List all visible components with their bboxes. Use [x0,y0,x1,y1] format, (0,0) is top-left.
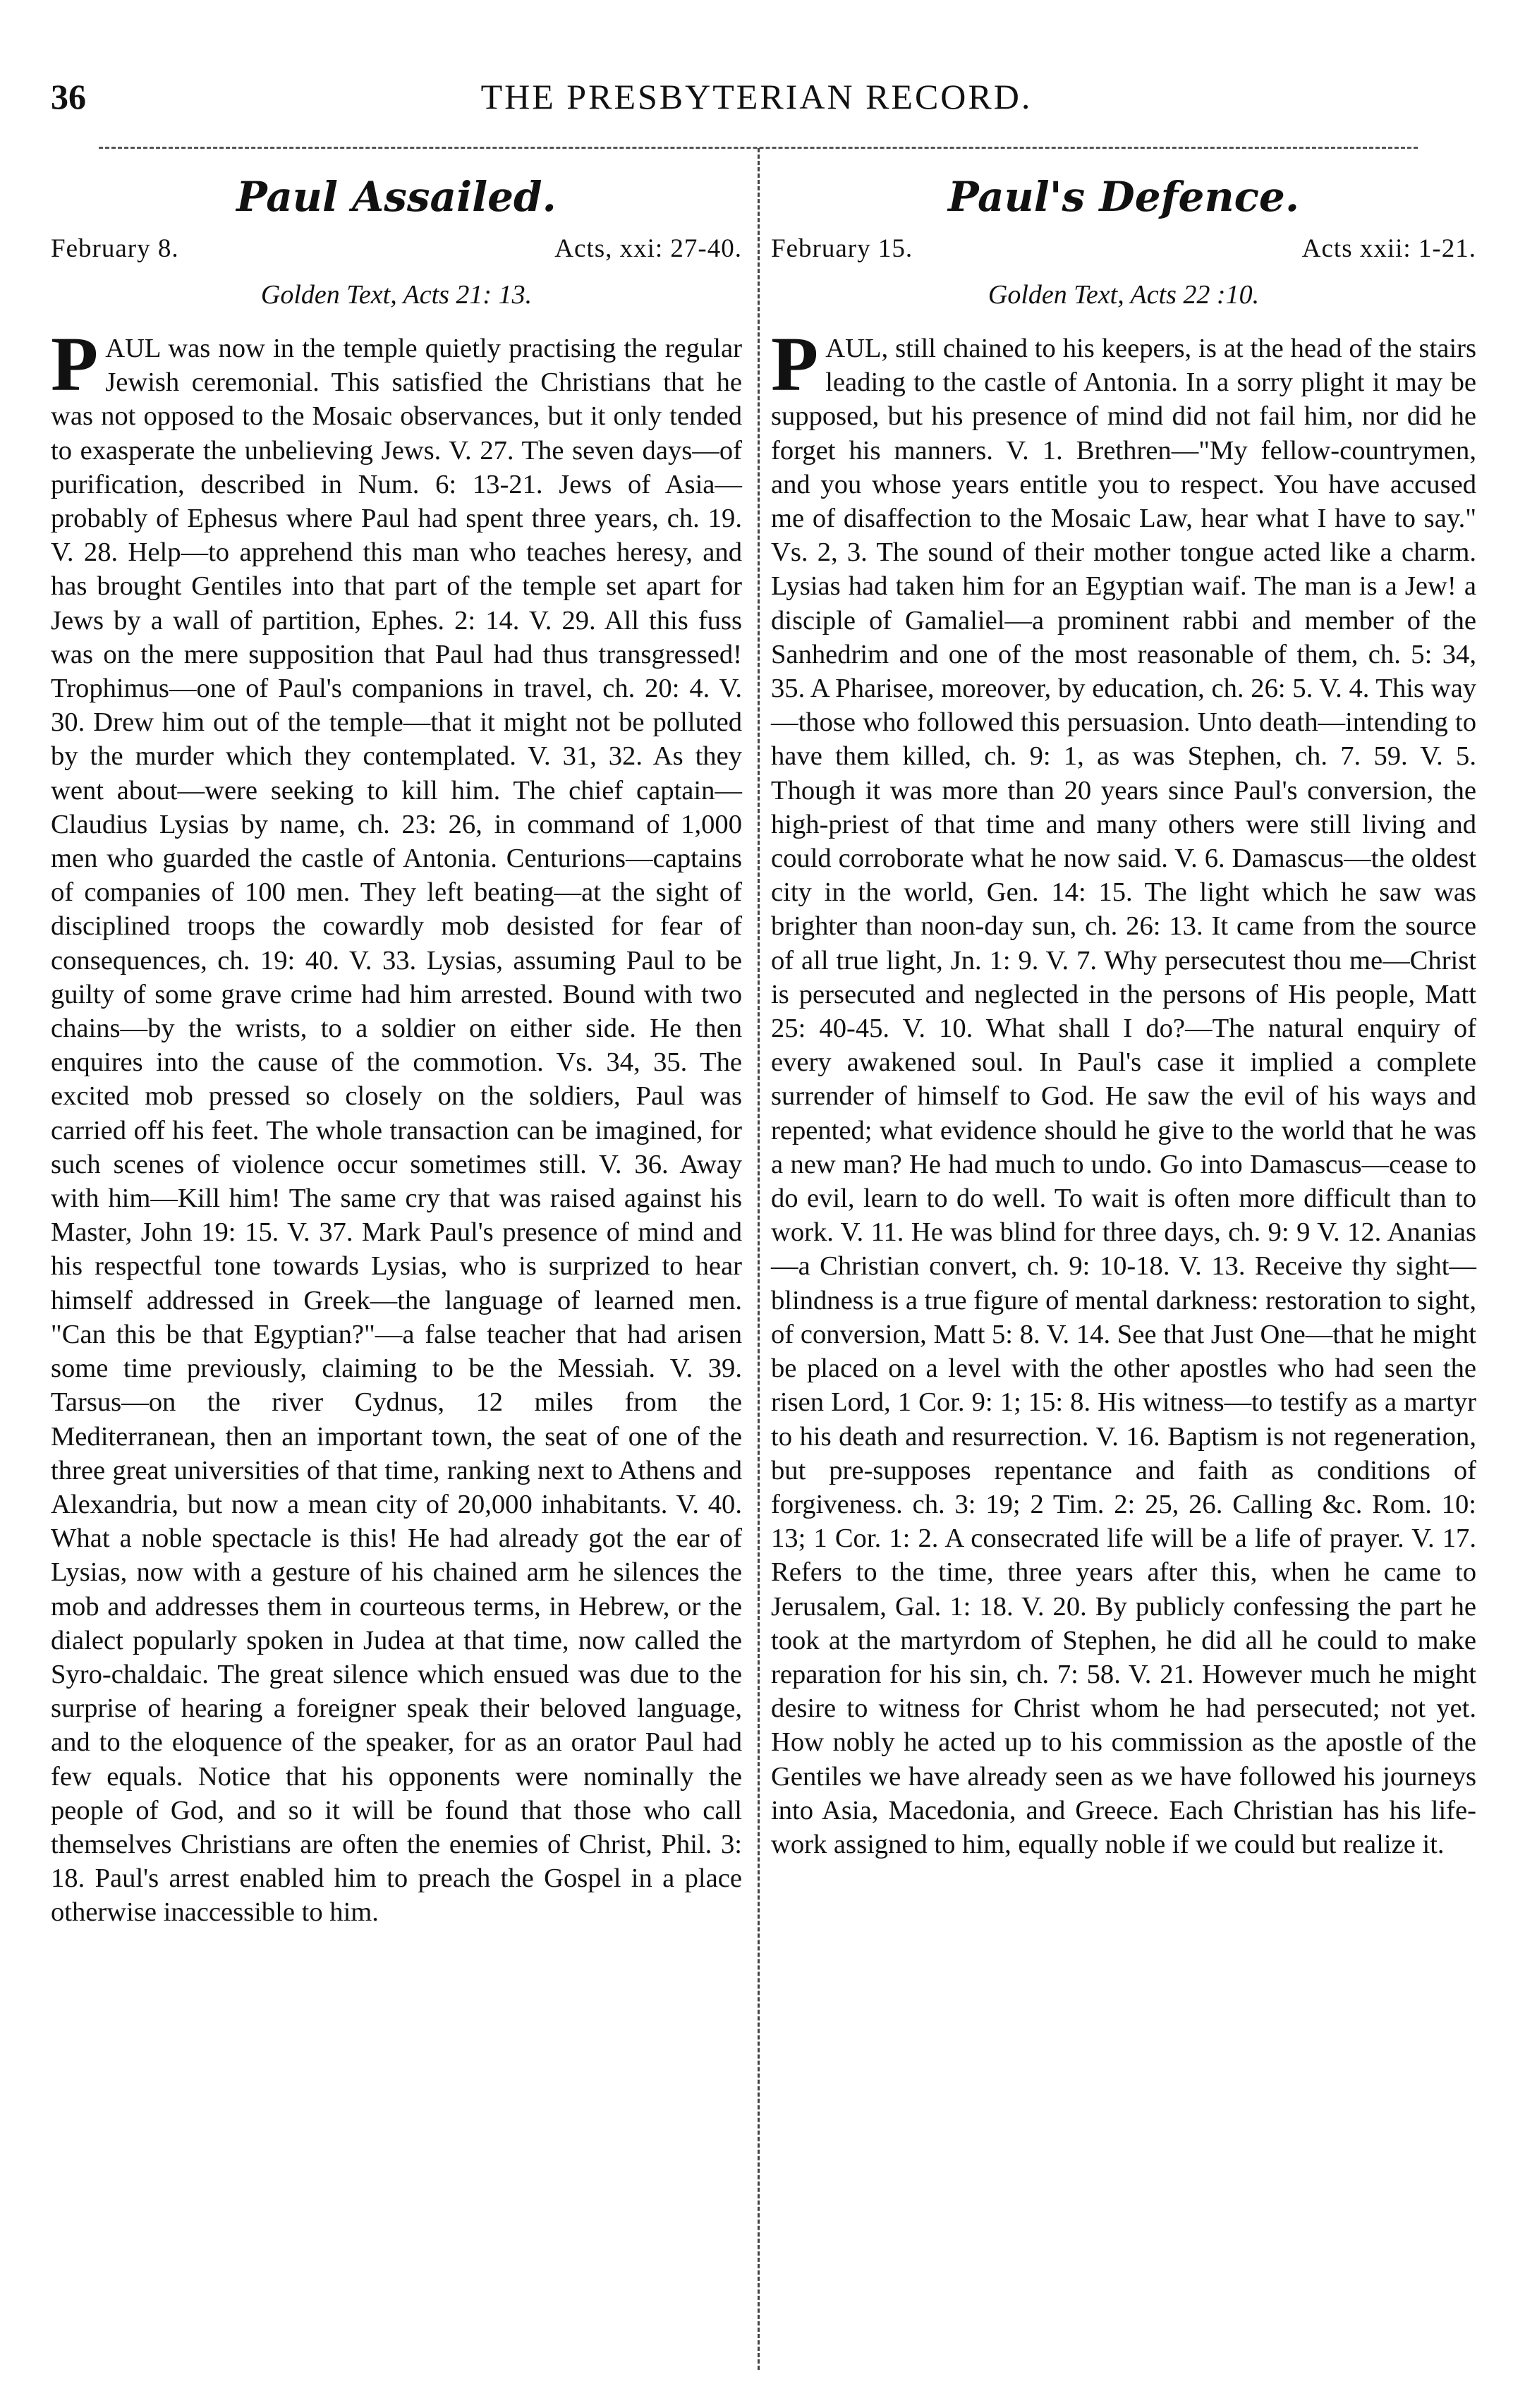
lesson-reference-left: Acts, xxi: 27-40. [554,234,742,263]
right-column [771,173,1476,1861]
column-divider [758,148,760,2370]
lesson-reference-right: Acts xxii: 1-21. [1301,234,1476,263]
lesson-body-text-right: AUL, still chained to his keepers, is at the head of the stairs leading to the castle of Antonia. In a sorry plight it may be supposed, but his presence of mind did not fail him, nor did he forget his manners. V. 1. Brethren—"My fellow-countrymen, and you whose years entitle you to respect. You have accused me of disaffection to the Mosaic Law, hear what I have to say." Vs. 2, 3. The sound of their mother tongue acted like a charm. Lysias had taken him for an Egyptian waif. The man is a Jew! a disciple of Gamaliel—a prominent rabbi and member of the Sanhedrim and one of the most reasonable of them, ch. 5: 34, 35. A Pharisee, moreover, by education, ch. 26: 5. V. 4. This way—those who followed this persuasion. Unto death—intending to have them killed, ch. 9: 1, as was Stephen, ch. 7. 59. V. 5. Though it was more than 20 years since Paul's conversion, the high-priest of that time and many others were still living and could corroborate what he now said. V. 6. Damascus—the oldest city in the world, Gen. 14: 15. The light which he saw was brighter than noon-day sun, ch. 26: 13. It came from the source of all true light, Jn. 1: 9. V. 7. Why persecutest thou me—Christ is persecuted and neglected in the persons of His people, Matt 25: 40-45. V. 10. What shall I do?—The natural enquiry of every awakened soul. In Paul's case it implied a complete surrender of himself to God. He saw the evil of his ways and repented; what evidence should he give to the world that he was a new man? He had much to undo. Go into Damascus—cease to do evil, learn to do well. To wait is often more difficult than to work. V. 11. He was blind for three days, ch. 9: 9 V. 12. Ananias—a Christian convert, ch. 9: 10-18. V. 13. Receive thy sight—blindness is a true figure of mental darkness: restoration to sight, of conversion, Matt 5: 8. V. 14. See that Just One—that he might be placed on a level with the other apostles who had seen the risen Lord, 1 Cor. 9: 1; 15: 8. His witness—to testify as a martyr to his death and resurrection. V. 16. Baptism is not regeneration, but pre-supposes repentance and faith as conditions of forgiveness. ch. 3: 19; 2 Tim. 2: 25, 26. Calling &c. Rom. 10: 13; 1 Cor. 1: 2. A consecrated life will be a life of prayer. V. 17. Refers to the time, three years after this, when he came to Jerusalem, Gal. 1: 18. V. 20. By publicly confessing the part he took at the martyrdom of Stephen, he did all he could to make reparation for his sin, ch. 7: 58. V. 21. However much he might desire to witness for Christ whom he had persecuted; not yet. How nobly he acted up to his commission as the apostle of the Gentiles we have already seen as we have followed his journeys into Asia, Macedonia, and Greece. Each Christian has his life-work assigned to him, equally noble if we could but realize it. [771,334,1476,1859]
lesson-body-left [51,321,742,1930]
drop-cap-left: P [51,321,99,407]
drop-cap-right: P [771,321,819,407]
left-column [51,173,742,1930]
lesson-date-left: February 8. [51,234,179,263]
lesson-meta-right [771,233,1476,264]
golden-text-left: Golden Text, Acts 21: 13. [260,280,533,310]
lesson-meta-left [51,233,742,264]
page-header-title: THE PRESBYTERIAN RECORD. [480,77,1033,116]
lesson-body-right [771,321,1476,1861]
page-number: 36 [51,77,86,116]
lesson-title-left: Paul Assailed. [236,173,557,221]
lesson-title-right: Paul's Defence. [947,173,1300,221]
lesson-body-text-left: AUL was now in the temple quietly practising the regular Jewish ceremonial. This satisfied the Christians that he was not opposed to the Mosaic observances, but it only tended to exasperate the unbelieving Jews. V. 27. The seven days—of purification, described in Num. 6: 13-21. Jews of Asia—probably of Ephesus where Paul had spent three years, ch. 19. V. 28. Help—to apprehend this man who teaches heresy, and has brought Gentiles into that part of the temple set apart for Jews by a wall of partition, Ephes. 2: 14. V. 29. All this fuss was on the mere supposition that Paul had thus transgressed! Trophimus—one of Paul's companions in travel, ch. 20: 4. V. 30. Drew him out of the temple—that it might not be polluted by the murder which they contemplated. V. 31, 32. As they went about—were seeking to kill him. The chief captain—Claudius Lysias by name, ch. 23: 26, in command of 1,000 men who guarded the castle of Antonia. Centurions—captains of companies of 100 men. They left beating—at the sight of disciplined troops the cowardly mob desisted for fear of consequences, ch. 19: 40. V. 33. Lysias, assuming Paul to be guilty of some grave crime had him arrested. Bound with two chains—by the wrists, to a soldier on either side. He then enquires into the cause of the commotion. Vs. 34, 35. The excited mob pressed so closely on the soldiers, Paul was carried off his feet. The whole transaction can be imagined, for such scenes of violence occur sometimes still. V. 36. Away with him—Kill him! The same cry that was raised against his Master, John 19: 15. V. 37. Mark Paul's presence of mind and his respectful tone towards Lysias, who is surprized to hear himself addressed in Greek—the language of learned men. "Can this be that Egyptian?"—a false teacher that had arisen some time previously, claiming to be the Messiah. V. 39. Tarsus—on the river Cydnus, 12 miles from the Mediterranean, then an important town, the seat of one of the three great universities of that time, ranking next to Athens and Alexandria, but now a mean city of 20,000 inhabitants. V. 40. What a noble spectacle is this! He had already got the ear of Lysias, now with a gesture of his chained arm he silences the mob and addresses them in courteous terms, in Hebrew, or the dialect popularly spoken in Judea at that time, now called the Syro-chaldaic. The great silence which ensued was due to the surprise of hearing a foreigner speak their beloved language, and to the eloquence of the speaker, for as an orator Paul had few equals. Notice that his opponents were nominally the people of God, and so it will be found that those who call themselves Christians are often the enemies of Christ, Phil. 3: 18. Paul's arrest enabled him to preach the Gospel in a place otherwise inaccessible to him. [51,334,742,1928]
lesson-date-right: February 15. [771,234,913,263]
golden-text-right: Golden Text, Acts 22 :10. [988,280,1260,310]
